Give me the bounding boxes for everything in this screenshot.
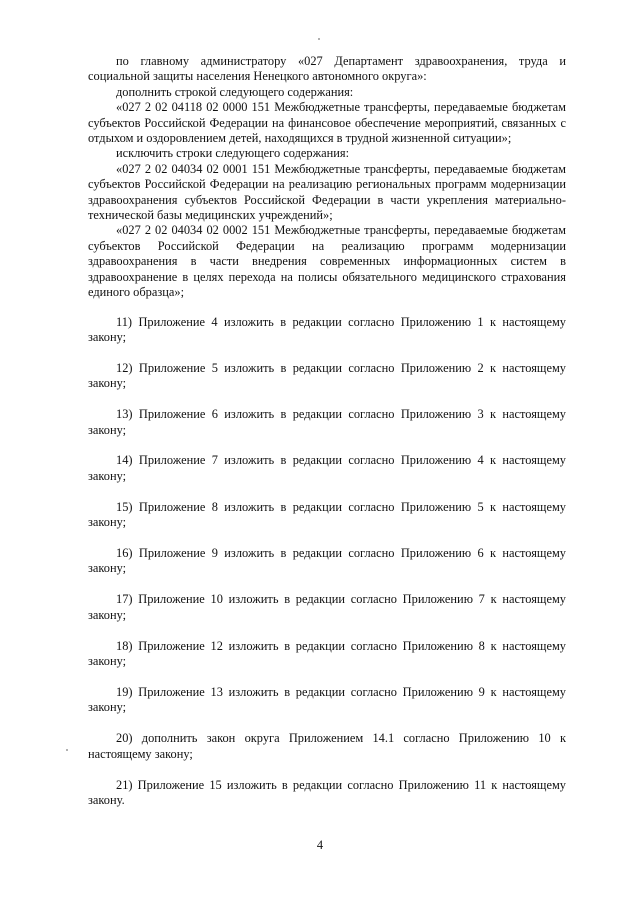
list-item: 15) Приложение 8 изложить в редакции согласно Приложению 5 к настоящему закону; bbox=[88, 499, 566, 530]
exclude-line-2: «027 2 02 04034 02 0002 151 Межбюджетные трансферты, передаваемые бюджетам субъектов Российской Федерации на реализацию программ модернизации здравоохранения в части внедрения современных информационных систем в здравоохранение в целях перехода на полисы обязательного медицинского страхования единого образца»; bbox=[88, 223, 566, 300]
list-item: 19) Приложение 13 изложить в редакции согласно Приложению 9 к настоящему закону; bbox=[88, 685, 566, 715]
add-line: «027 2 02 04118 02 0000 151 Межбюджетные трансферты, передаваемые бюджетам субъектов Российской Федерации на финансовое обеспечение мероприятий, связанных с отдыхом и оздоровлением детей, находящихся в трудной жизненной ситуации»; bbox=[88, 100, 566, 146]
exclude-heading: исключить строки следующего содержания: bbox=[116, 146, 350, 161]
list-item: 21) Приложение 15 изложить в редакции согласно Приложению 11 к настоящему закону. bbox=[88, 777, 566, 808]
scan-speck bbox=[66, 749, 68, 751]
list-item: 14) Приложение 7 изложить в редакции согласно Приложению 4 к настоящему закону; bbox=[88, 453, 566, 483]
document-body bbox=[88, 54, 566, 808]
exclude-line-1: «027 2 02 04034 02 0001 151 Межбюджетные трансферты, передаваемые бюджетам субъектов Российской Федерации на реализацию региональных программ модернизации здравоохранения субъектов Российской Федерации в части укрепления материально-технической базы медицинских учреждений»; bbox=[88, 161, 566, 223]
list-item: 17) Приложение 10 изложить в редакции согласно Приложению 7 к настоящему закону; bbox=[88, 592, 566, 622]
list-item: 16) Приложение 9 изложить в редакции согласно Приложению 6 к настоящему закону; bbox=[88, 546, 566, 576]
list-item: 20) дополнить закон округа Приложением 14.1 согласно Приложению 10 к настоящему закону; bbox=[88, 731, 566, 761]
list-item: 12) Приложение 5 изложить в редакции согласно Приложению 2 к настоящему закону; bbox=[88, 360, 566, 391]
scan-speck bbox=[318, 38, 320, 40]
page-number: 4 bbox=[316, 838, 324, 852]
list-item: 18) Приложение 12 изложить в редакции согласно Приложению 8 к настоящему закону; bbox=[88, 638, 566, 669]
list-item: 13) Приложение 6 изложить в редакции согласно Приложению 3 к настоящему закону; bbox=[88, 407, 566, 437]
list-item: 11) Приложение 4 изложить в редакции согласно Приложению 1 к настоящему закону; bbox=[88, 314, 566, 344]
add-heading: дополнить строкой следующего содержания: bbox=[116, 84, 354, 99]
intro-paragraph: по главному администратору «027 Департамент здравоохранения, труда и социальной защиты населения Ненецкого автономного округа»: bbox=[88, 54, 566, 84]
